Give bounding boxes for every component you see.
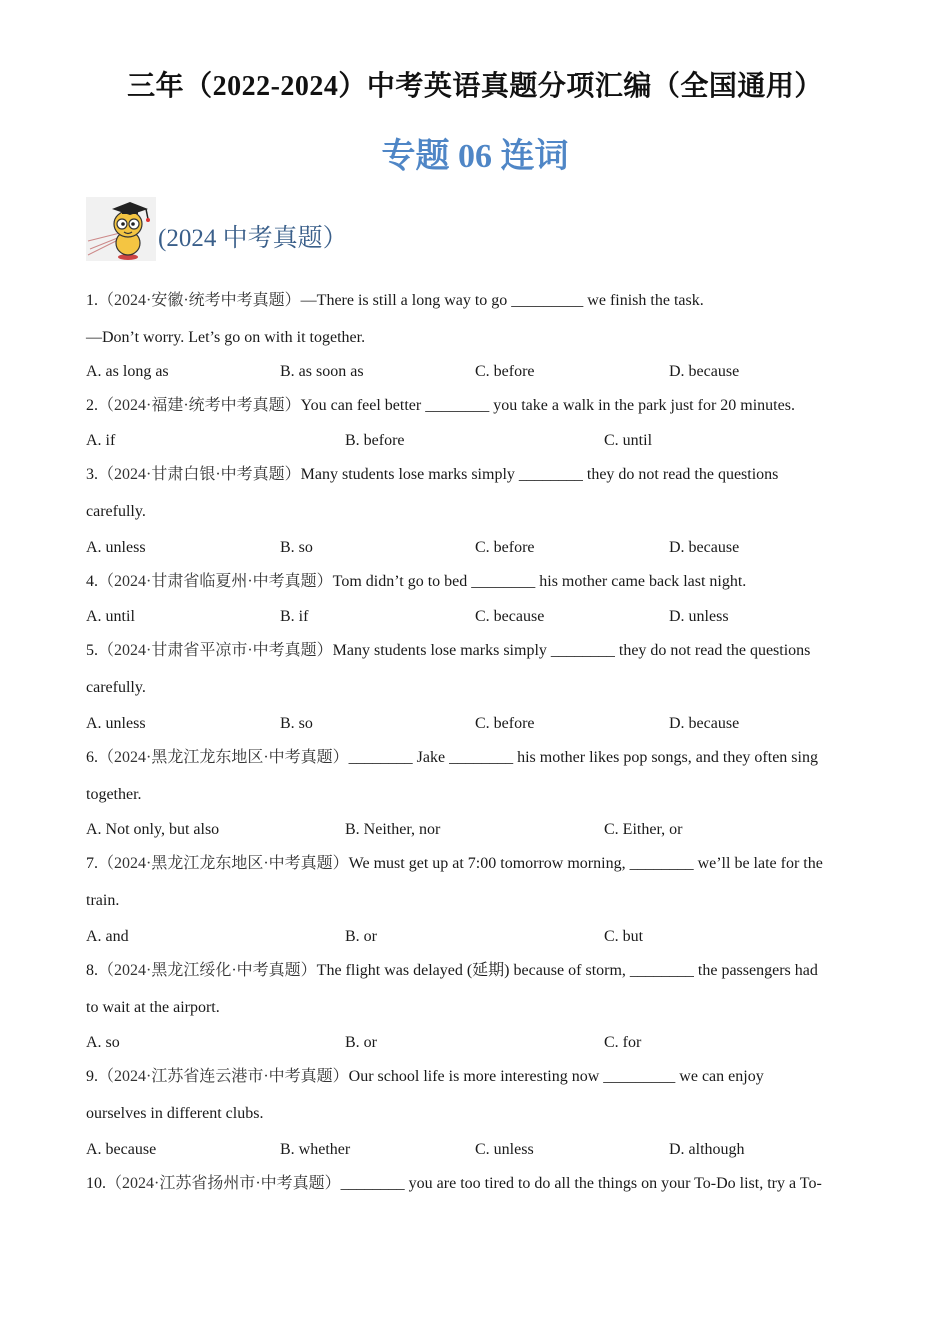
question-text: Many students lose marks simply ________ they do not read the questions [332, 642, 811, 659]
option-a: A. until [86, 608, 135, 625]
question-text: —There is still a long way to go _________ we finish the task. [300, 292, 704, 309]
option-b: B. so [280, 539, 313, 556]
question-text: Tom didn’t go to bed ________ his mother came back last night. [332, 573, 747, 590]
question-text: You can feel better ________ you take a walk in the park just for 20 minutes. [300, 397, 795, 414]
option-a: A. Not only, but also [86, 821, 220, 838]
option-a: A. as long as [86, 363, 169, 380]
option-b: B. or [345, 928, 377, 945]
question-source: （2024·黑龙江绥化·中考真题） [98, 962, 317, 979]
question-3 [86, 456, 876, 530]
question-source: （2024·甘肃白银·中考真题） [98, 466, 301, 483]
question-source: （2024·黑龙江龙东地区·中考真题） [98, 749, 349, 766]
option-b: B. before [345, 432, 405, 449]
question-2 [86, 387, 876, 424]
question-7 [86, 845, 876, 919]
option-c: C. Either, or [604, 821, 683, 838]
question-text: Many students lose marks simply ________ they do not read the questions [300, 466, 779, 483]
question-text-line2: train. [86, 892, 120, 909]
question-text-line2: together. [86, 786, 142, 803]
question-number: 9. [86, 1068, 98, 1085]
question-10 [86, 1165, 876, 1202]
question-text: ________ you are too tired to do all the things on your To-Do list, try a To- [340, 1175, 822, 1192]
question-source: （2024·江苏省扬州市·中考真题） [106, 1175, 341, 1192]
question-text-line2: carefully. [86, 503, 146, 520]
question-source: （2024·黑龙江龙东地区·中考真题） [98, 855, 349, 872]
options-8 [86, 1033, 876, 1053]
question-number: 3. [86, 466, 98, 483]
option-c: C. because [475, 608, 545, 625]
option-c: C. before [475, 363, 535, 380]
question-source: （2024·甘肃省平凉市·中考真题） [98, 642, 333, 659]
question-text: Our school life is more interesting now _________ we can enjoy [348, 1068, 764, 1085]
option-c: C. but [604, 928, 644, 945]
option-a: A. and [86, 928, 129, 945]
options-3 [86, 538, 876, 558]
options-6 [86, 820, 876, 840]
question-6 [86, 739, 876, 813]
option-b: B. Neither, nor [345, 821, 441, 838]
question-source: （2024·江苏省连云港市·中考真题） [98, 1068, 349, 1085]
option-a: A. if [86, 432, 116, 449]
option-b: B. so [280, 715, 313, 732]
question-text-line2: to wait at the airport. [86, 999, 220, 1016]
options-9 [86, 1140, 876, 1160]
option-c: C. unless [475, 1141, 534, 1158]
question-number: 5. [86, 642, 98, 659]
question-text-line2: ourselves in different clubs. [86, 1105, 264, 1122]
question-number: 2. [86, 397, 98, 414]
question-text: We must get up at 7:00 tomorrow morning, ________ we’ll be late for the [348, 855, 823, 872]
option-c: C. before [475, 715, 535, 732]
option-b: B. if [280, 608, 309, 625]
question-text-line2: —Don’t worry. Let’s go on with it together. [86, 329, 366, 346]
section-header [86, 196, 348, 262]
graduate-mascot-icon [86, 197, 156, 261]
option-a: A. unless [86, 539, 146, 556]
option-a: A. unless [86, 715, 146, 732]
options-1 [86, 362, 876, 382]
question-number: 10. [86, 1175, 106, 1192]
question-source: （2024·安徽·统考中考真题） [98, 292, 301, 309]
question-text: ________ Jake ________ his mother likes pop songs, and they often sing [348, 749, 818, 766]
option-c: C. before [475, 539, 535, 556]
option-c: C. until [604, 432, 653, 449]
topic-subtitle: 专题 06 连词 [381, 138, 569, 175]
option-a: A. because [86, 1141, 157, 1158]
question-5 [86, 632, 876, 706]
question-4 [86, 563, 876, 600]
option-d: D. because [669, 715, 740, 732]
question-text-line2: carefully. [86, 679, 146, 696]
question-number: 1. [86, 292, 98, 309]
question-source: （2024·甘肃省临夏州·中考真题） [98, 573, 333, 590]
options-4 [86, 607, 876, 627]
option-b: B. whether [280, 1141, 351, 1158]
section-label: (2024 中考真题） [158, 225, 348, 252]
option-b: B. as soon as [280, 363, 364, 380]
question-number: 4. [86, 573, 98, 590]
option-d: D. because [669, 539, 740, 556]
option-d: D. although [669, 1141, 745, 1158]
options-2 [86, 431, 876, 451]
options-7 [86, 927, 876, 947]
option-a: A. so [86, 1034, 120, 1051]
question-number: 6. [86, 749, 98, 766]
question-text: The flight was delayed (延期) because of storm, ________ the passengers had [316, 962, 818, 979]
question-9 [86, 1058, 876, 1132]
option-b: B. or [345, 1034, 377, 1051]
option-d: D. unless [669, 608, 729, 625]
question-source: （2024·福建·统考中考真题） [98, 397, 301, 414]
option-c: C. for [604, 1034, 642, 1051]
question-number: 7. [86, 855, 98, 872]
question-number: 8. [86, 962, 98, 979]
option-d: D. because [669, 363, 740, 380]
question-8 [86, 952, 876, 1026]
page-title: 三年（2022-2024）中考英语真题分项汇编（全国通用） [127, 71, 823, 102]
question-1 [86, 282, 876, 356]
options-5 [86, 714, 876, 734]
